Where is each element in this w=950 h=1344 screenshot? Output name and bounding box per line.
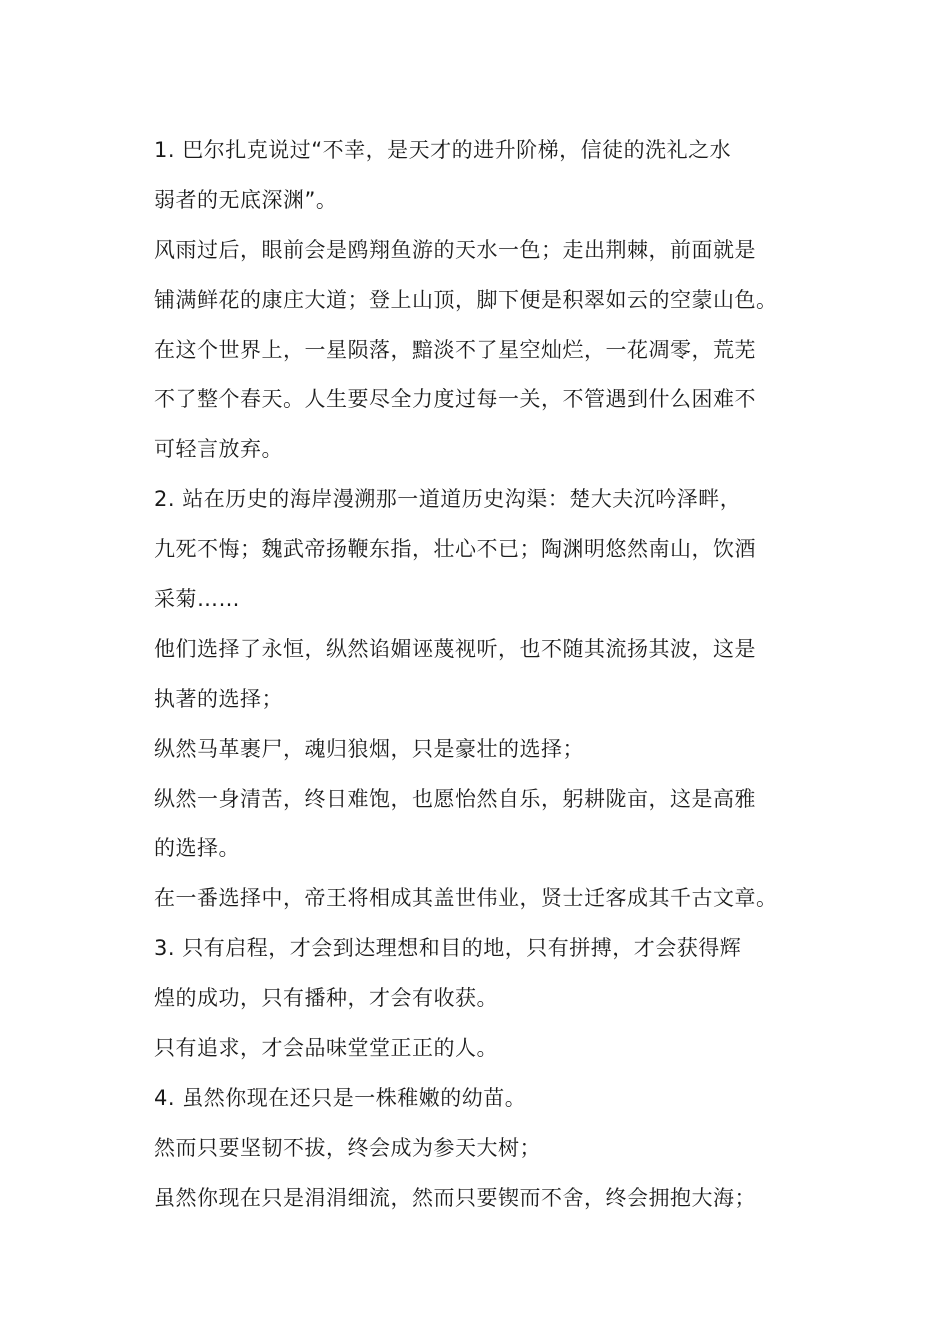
text-line: 只有追求，才会品味堂堂正正的人。 [154, 1036, 498, 1061]
text-line: 4. 虽然你现在还只是一株稚嫩的幼苗。 [154, 1085, 527, 1110]
text-line: 2. 站在历史的海岸漫溯那一道道历史沟渠：楚大夫沉吟泽畔， [154, 487, 742, 512]
document-body [154, 126, 834, 1224]
text-line: 纵然一身清苦，终日难饱，也愿怡然自乐，躬耕陇亩，这是高雅 [154, 786, 756, 811]
text-line: 九死不悔；魏武帝扬鞭东指，壮心不已；陶渊明悠然南山，饮酒 [154, 537, 756, 562]
text-line: 铺满鲜花的康庄大道；登上山顶，脚下便是积翠如云的空蒙山色。 [154, 287, 778, 312]
text-line: 然而只要坚韧不拔，终会成为参天大树； [154, 1135, 541, 1160]
text-line: 执著的选择； [154, 686, 283, 711]
text-line: 不了整个春天。人生要尽全力度过每一关，不管遇到什么困难不 [154, 387, 756, 412]
text-line: 在一番选择中，帝王将相成其盖世伟业，贤士迁客成其千古文章。 [154, 886, 778, 911]
text-line: 3. 只有启程，才会到达理想和目的地，只有拼搏，才会获得辉 [154, 936, 742, 961]
text-line: 风雨过后，眼前会是鸥翔鱼游的天水一色；走出荆棘，前面就是 [154, 237, 756, 262]
text-line: 他们选择了永恒，纵然谄媚诬蔑视听，也不随其流扬其波，这是 [154, 636, 756, 661]
text-line: 弱者的无底深渊”。 [154, 187, 338, 212]
text-line: 可轻言放弃。 [154, 437, 283, 462]
text-line: 的选择。 [154, 836, 240, 861]
text-line: 虽然你现在只是涓涓细流，然而只要锲而不舍，终会拥抱大海； [154, 1185, 756, 1210]
text-line: 纵然马革裹尸，魂归狼烟，只是豪壮的选择； [154, 736, 584, 761]
text-line: 1. 巴尔扎克说过“不幸，是天才的进升阶梯，信徒的洗礼之水 [154, 138, 732, 162]
text-line: 采菊…… [154, 587, 240, 612]
text-line: 煌的成功，只有播种，才会有收获。 [154, 986, 498, 1011]
text-line: 在这个世界上，一星陨落，黯淡不了星空灿烂，一花凋零，荒芜 [154, 337, 756, 362]
